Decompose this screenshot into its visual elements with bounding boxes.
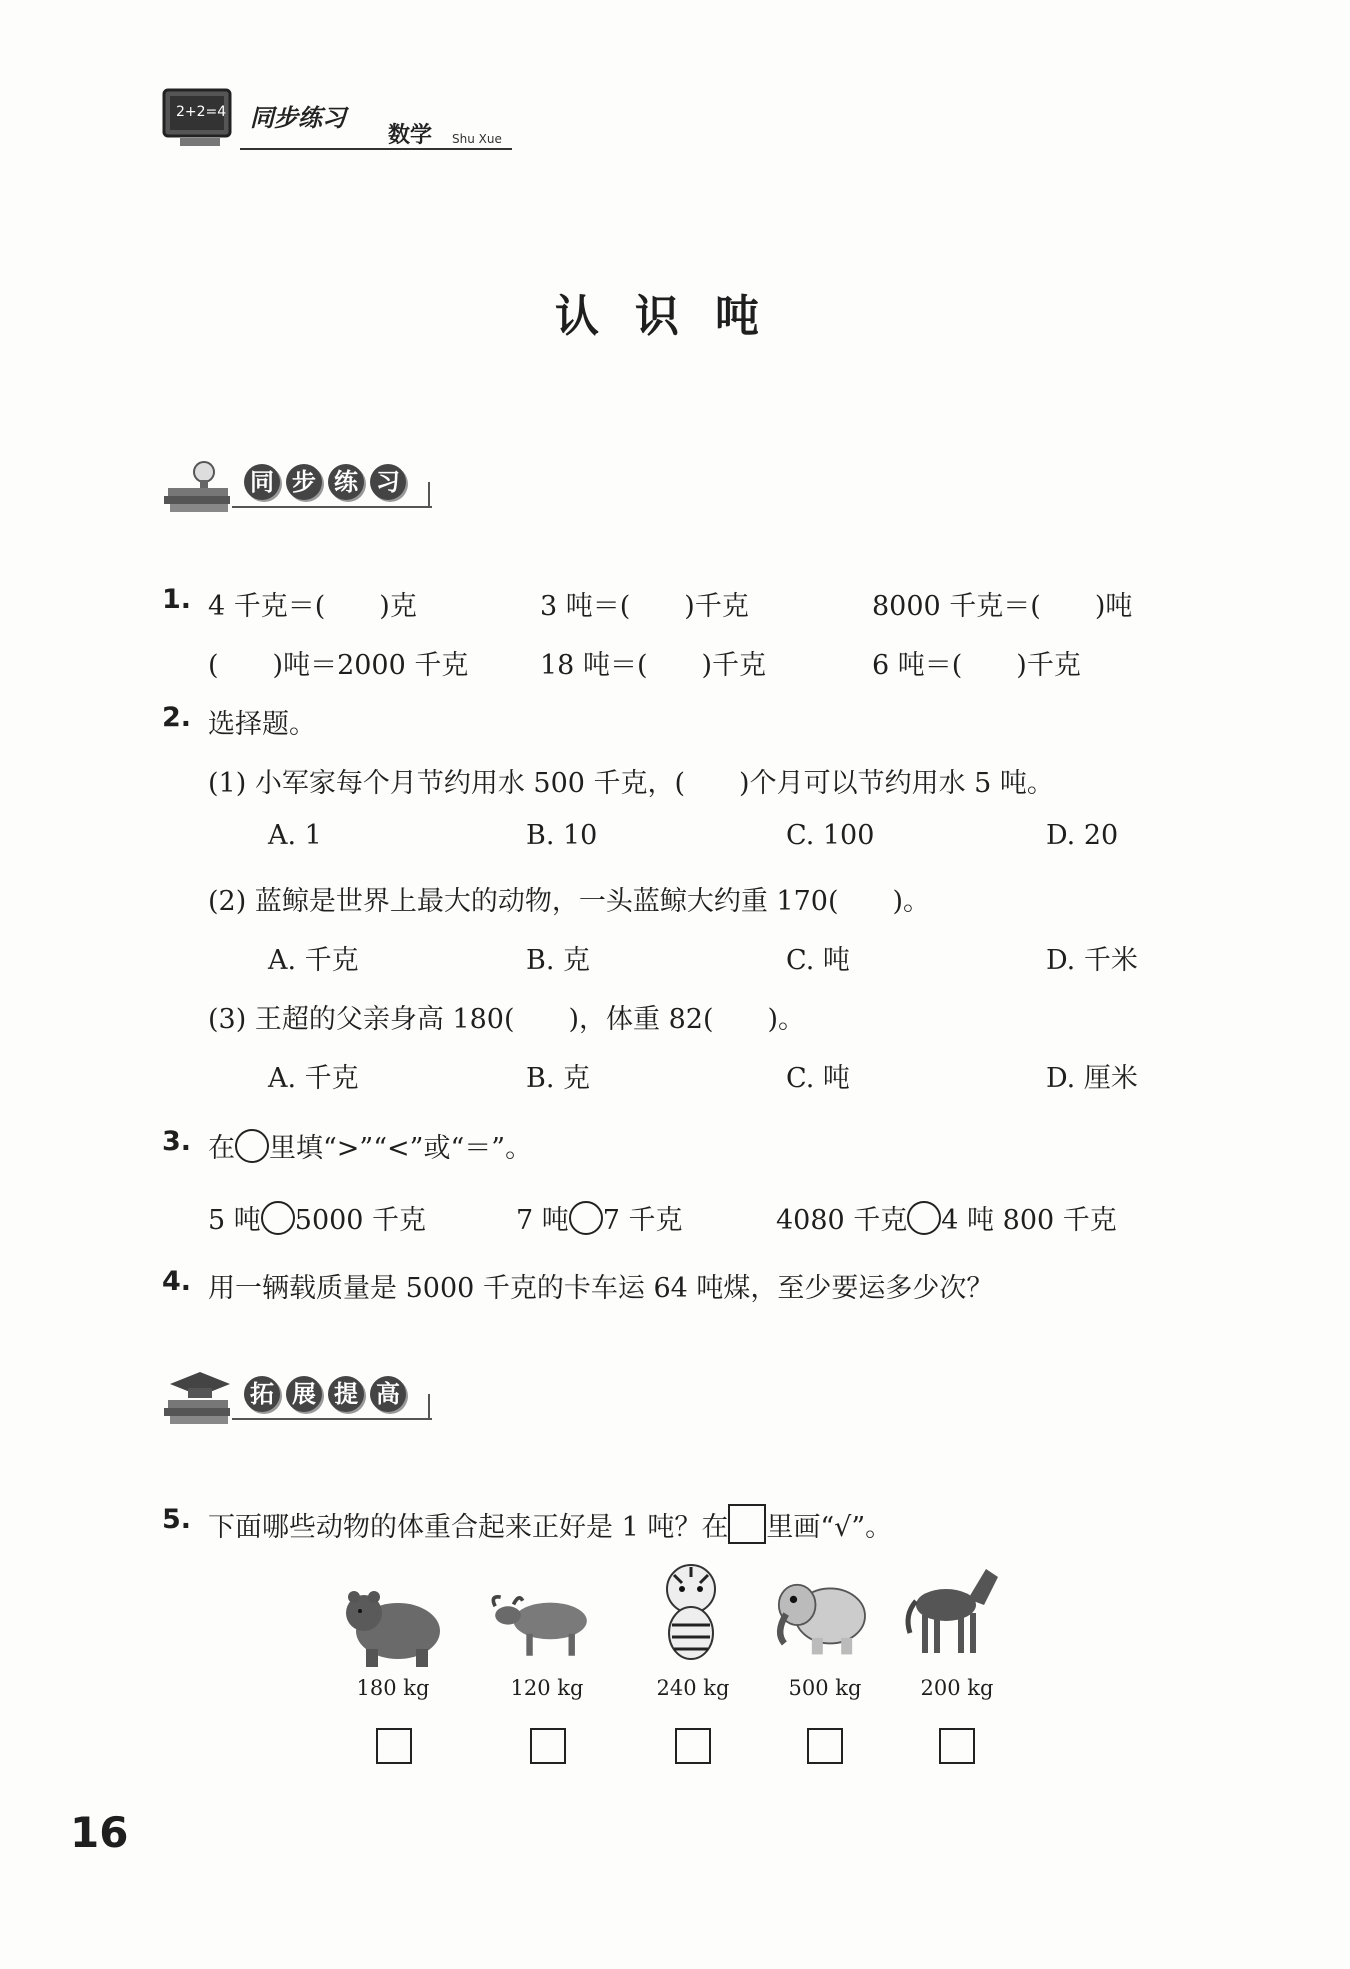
q3-instruction: 在 里填“>”“<”或“＝”。: [208, 1126, 532, 1165]
section-char: 步: [286, 464, 322, 500]
checkbox-elephant[interactable]: [807, 1728, 843, 1764]
q1-item: 4 千克＝( )克: [208, 591, 417, 622]
subject-pinyin: Shu Xue: [452, 132, 502, 146]
section-char: 习: [370, 464, 406, 500]
question-number: 2.: [162, 702, 192, 733]
question-number: 5.: [162, 1504, 192, 1535]
buffalo-icon: [486, 1565, 596, 1675]
q2-stem: (2) 蓝鲸是世界上最大的动物，一头蓝鲸大约重 170( )。: [208, 886, 931, 917]
bear-icon: [338, 1565, 448, 1675]
section-char: 展: [286, 1376, 322, 1412]
q1-item: 18 吨＝( )千克: [540, 650, 767, 681]
option: A. 千克: [268, 1063, 359, 1094]
question-number: 1.: [162, 584, 192, 615]
section-extension-badge: [160, 1366, 450, 1428]
section-char: 高: [370, 1376, 406, 1412]
compare-circle-icon: [235, 1129, 269, 1163]
screen-text: 2+2=4: [176, 104, 227, 120]
book-title: 同步练习: [250, 104, 346, 132]
page-number: 16: [70, 1808, 129, 1857]
section-practice-badge: [160, 454, 450, 516]
option: B. 克: [526, 945, 591, 976]
elephant-icon: [766, 1560, 876, 1670]
compare-circle[interactable]: [261, 1201, 295, 1235]
option: A. 1: [268, 820, 322, 851]
checkbox-tiger[interactable]: [675, 1728, 711, 1764]
checkbox-sample-icon: [728, 1504, 766, 1544]
q1-item: 6 吨＝( )千克: [872, 650, 1081, 681]
animal-weight: 120 kg: [510, 1676, 584, 1700]
option: D. 厘米: [1046, 1063, 1138, 1094]
checkbox-horse[interactable]: [939, 1728, 975, 1764]
q2-label: 选择题。: [208, 709, 316, 740]
q2-stem: (1) 小军家每个月节约用水 500 千克，( )个月可以节约用水 5 吨。: [208, 768, 1054, 799]
question-number: 3.: [162, 1126, 192, 1157]
option: C. 吨: [786, 945, 850, 976]
q3-item: 7 吨 7 千克: [516, 1198, 683, 1237]
q1-item: ( )吨＝2000 千克: [208, 650, 469, 681]
animal-weight: 200 kg: [920, 1676, 994, 1700]
q1-item: 8000 千克＝( )吨: [872, 591, 1133, 622]
tiger-icon: [636, 1555, 746, 1665]
option: D. 千米: [1046, 945, 1138, 976]
option: D. 20: [1046, 820, 1119, 851]
option: C. 吨: [786, 1063, 850, 1094]
q4-text: 用一辆载质量是 5000 千克的卡车运 64 吨煤，至少要运多少次？: [208, 1273, 994, 1304]
page-title: 认识吨: [555, 291, 795, 342]
checkbox-buffalo[interactable]: [530, 1728, 566, 1764]
option: B. 10: [526, 820, 598, 851]
books-lamp-icon: [160, 454, 240, 516]
checkbox-bear[interactable]: [376, 1728, 412, 1764]
animal-weight: 500 kg: [788, 1676, 862, 1700]
option: B. 克: [526, 1063, 591, 1094]
section-char: 同: [244, 464, 280, 500]
question-number: 4.: [162, 1266, 192, 1297]
header-rule: [240, 148, 512, 150]
animal-weight: 180 kg: [356, 1676, 430, 1700]
q3-item: 5 吨 5000 千克: [208, 1198, 426, 1237]
section-char: 练: [328, 464, 364, 500]
q2-stem: (3) 王超的父亲身高 180( )，体重 82( )。: [208, 1004, 806, 1035]
option: A. 千克: [268, 945, 359, 976]
section-char: 提: [328, 1376, 364, 1412]
q1-item: 3 吨＝( )千克: [540, 591, 749, 622]
q3-item: 4080 千克 4 吨 800 千克: [776, 1198, 1117, 1237]
compare-circle[interactable]: [907, 1201, 941, 1235]
subject-label: 数学: [388, 123, 433, 148]
compare-circle[interactable]: [569, 1201, 603, 1235]
section-char: 拓: [244, 1376, 280, 1412]
q5-text: 下面哪些动物的体重合起来正好是 1 吨？在 里画“√”。: [208, 1504, 892, 1544]
option: C. 100: [786, 820, 875, 851]
books-cap-icon: [160, 1366, 240, 1428]
animal-weight: 240 kg: [656, 1676, 730, 1700]
horse-icon: [900, 1555, 1010, 1665]
